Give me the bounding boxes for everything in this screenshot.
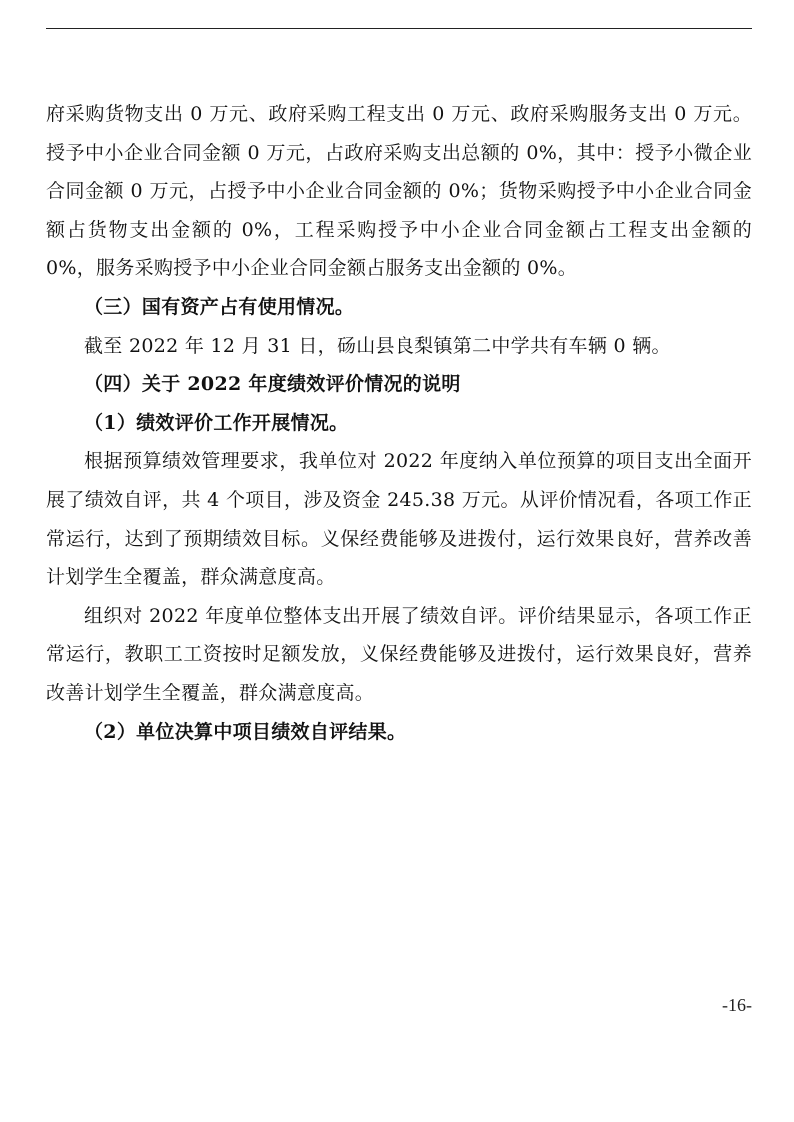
paragraph-project-evaluation: 根据预算绩效管理要求，我单位对 2022 年度纳入单位预算的项目支出全面开展了绩效自评，共 4 个项目，涉及资金 245.38 万元。从评价情况看，各项工作正常运行，达到了预期绩效目标。义保经费能够及进拨付，运行效果良好，营养改善计划学生全覆盖，群众满意度高。 (46, 450, 752, 589)
heading-state-assets: （三）国有资产占有使用情况。 (84, 295, 355, 318)
heading-evaluation-work: （1）绩效评价工作开展情况。 (84, 411, 349, 434)
header-rule (46, 28, 752, 29)
paragraph-vehicles: 截至 2022 年 12 月 31 日，砀山县良梨镇第二中学共有车辆 0 辆。 (84, 334, 671, 357)
heading-performance-evaluation: （四）关于 2022 年度绩效评价情况的说明 (84, 373, 461, 396)
page-number: -16- (722, 995, 752, 1015)
paragraph-procurement: 府采购货物支出 0 万元、政府采购工程支出 0 万元、政府采购服务支出 0 万元。授予中小企业合同金额 0 万元，占政府采购支出总额的 0%，其中：授予小微企业合同金额 0 万元，占授予中小企业合同金额的 0%；货物采购授予中小企业合同金额占货物支出金额的 0%，工程采购授予中小企业合同金额占工程支出金额的 0%，服务采购授予中小企业合同金额占服务支出金额的 0%。 (46, 103, 752, 280)
document-body (46, 95, 752, 751)
heading-project-results: （2）单位决算中项目绩效自评结果。 (84, 720, 407, 743)
paragraph-overall-evaluation: 组织对 2022 年度单位整体支出开展了绩效自评。评价结果显示，各项工作正常运行，教职工工资按时足额发放，义保经费能够及进拨付，运行效果良好，营养改善计划学生全覆盖，群众满意度高。 (46, 604, 752, 704)
